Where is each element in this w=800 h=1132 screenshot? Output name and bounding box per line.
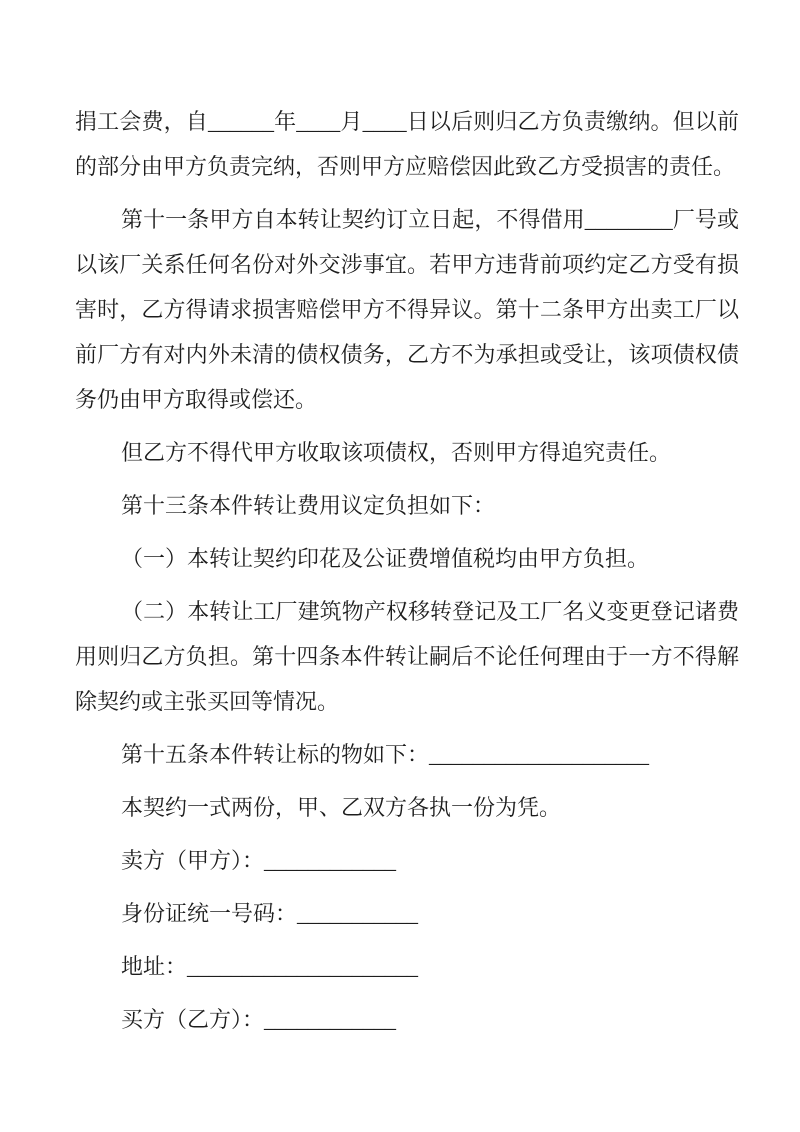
paragraph: 卖方（甲方）：____________ xyxy=(121,848,397,873)
paragraph: 买方（乙方）：____________ xyxy=(121,1007,397,1032)
paragraph: 地址：_____________________ xyxy=(121,954,419,979)
paragraph: （二）本转让工厂建筑物产权移转登记及工厂名义变更登记诸费用则归乙方负担。第十四条本件转让嗣后不论任何理由于一方不得解除契约或主张买回等情况。 xyxy=(75,599,739,714)
paragraph: 第十五条本件转让标的物如下：____________________ xyxy=(121,742,650,767)
paragraph: 本契约一式两份，甲、乙双方各执一份为凭。 xyxy=(121,795,562,820)
paragraph: 第十一条甲方自本转让契约订立日起，不得借用________厂号或以该厂关系任何名份对外交涉事宜。若甲方违背前项约定乙方受有损害时，乙方得请求损害赔偿甲方不得异议。第十二条甲方出卖工厂以前厂方有对内外未清的债权债务，乙方不为承担或受让，该项债权债务仍由甲方取得或偿还。 xyxy=(75,207,739,412)
paragraph: 身份证统一号码：___________ xyxy=(121,901,419,926)
contract-body xyxy=(75,99,739,1050)
paragraph: 但乙方不得代甲方收取该项债权，否则甲方得追究责任。 xyxy=(121,440,672,465)
paragraph: 第十三条本件转让费用议定负担如下： xyxy=(121,493,496,518)
paragraph: 捐工会费，自______年____月____日以后则归乙方负责缴纳。但以前的部分由甲方负责完纳，否则甲方应赔偿因此致乙方受损害的责任。 xyxy=(75,109,739,179)
paragraph: （一）本转让契约印花及公证费增值税均由甲方负担。 xyxy=(121,546,650,571)
